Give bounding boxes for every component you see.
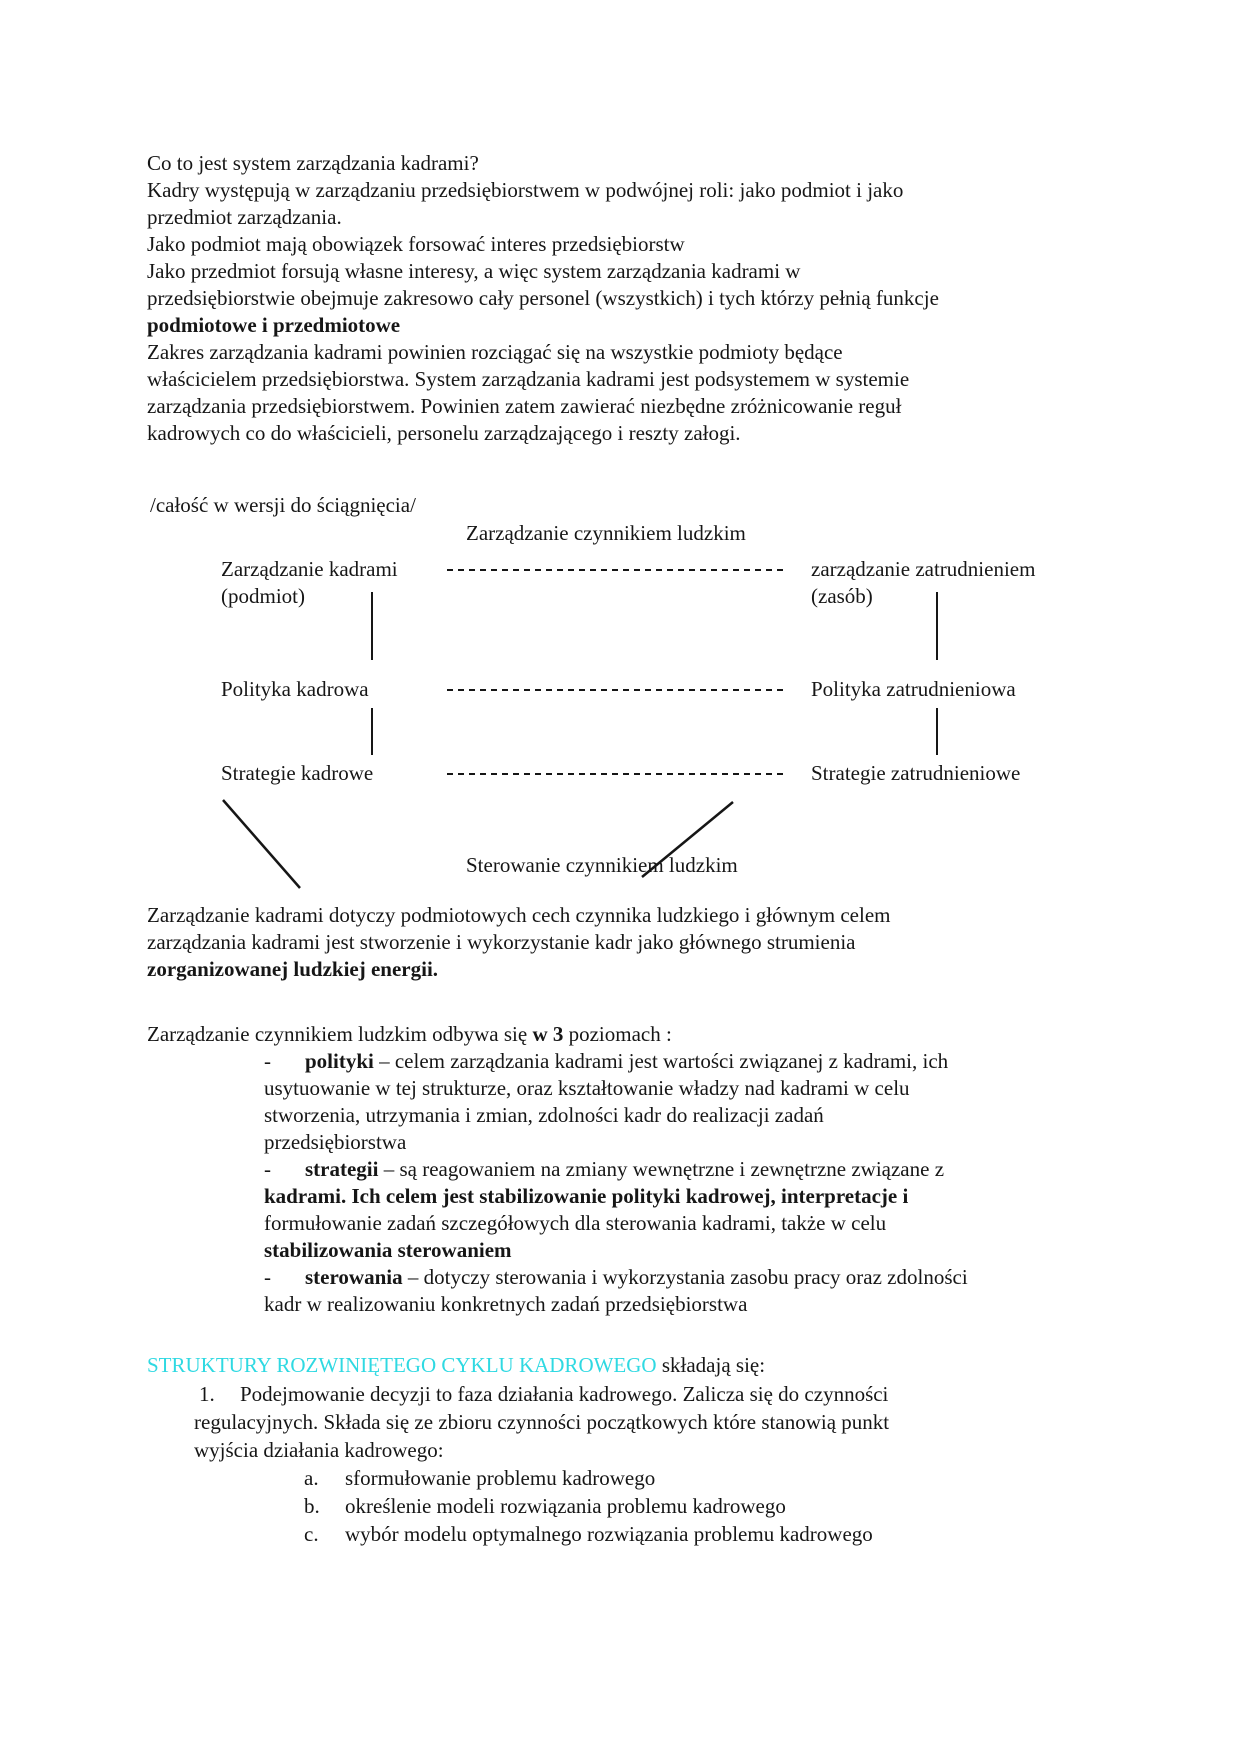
lettered-item-b — [304, 1493, 786, 1519]
number-marker: 1. — [199, 1382, 215, 1406]
intro-line: przedmiot zarządzania. — [147, 205, 342, 229]
bullet-keyword: sterowania — [305, 1265, 403, 1289]
bullet-cont-line: usytuowanie w tej strukturze, oraz kształtowanie władzy nad kadrami w celu — [264, 1076, 910, 1100]
letter-marker: c. — [304, 1522, 319, 1546]
struktury-heading-cyan: STRUKTURY ROZWINIĘTEGO CYKLU KADROWEGO — [147, 1353, 657, 1377]
bullet-text: – dotyczy sterowania i wykorzystania zasobu pracy oraz zdolności — [402, 1265, 968, 1289]
diagram-label-sterowanie: Sterowanie czynnikiem ludzkim — [466, 853, 738, 877]
diagonal-link-left — [223, 800, 300, 888]
intro-line: Co to jest system zarządzania kadrami? — [147, 151, 479, 175]
bullet-cont-line: kadr w realizowaniu konkretnych zadań przedsiębiorstwa — [264, 1292, 748, 1316]
diagram-label-podmiot: (podmiot) — [221, 584, 305, 608]
bullet-cont-line-bold: kadrami. Ich celem jest stabilizowanie polityki kadrowej, interpretacje i — [264, 1184, 909, 1208]
diagram-label-kadry: Zarządzanie kadrami — [221, 557, 398, 581]
bullet-item-sterowania — [264, 1264, 968, 1290]
lettered-item-a — [304, 1465, 655, 1491]
diagram-label-strategie-kadrowe: Strategie kadrowe — [221, 761, 374, 785]
intro-line: Zakres zarządzania kadrami powinien rozciągać się na wszystkie podmioty będące — [147, 340, 843, 364]
struktury-heading — [147, 1352, 765, 1378]
bullet-marker: - — [264, 1049, 271, 1073]
bullet-keyword: strategii — [305, 1157, 379, 1181]
bullet-item-strategii — [264, 1156, 944, 1182]
lettered-item-text: określenie modeli rozwiązania problemu kadrowego — [345, 1494, 786, 1518]
para2-line: Zarządzanie kadrami dotyczy podmiotowych cech czynnika ludzkiego i głównym celem — [147, 903, 891, 927]
lettered-item-text: wybór modelu optymalnego rozwiązania problemu kadrowego — [345, 1522, 873, 1546]
diagram-label-zatrudnienie: zarządzanie zatrudnieniem — [811, 557, 1036, 581]
bullet-text: – celem zarządzania kadrami jest wartości związanej z kadrami, ich — [373, 1049, 949, 1073]
intro-line: Kadry występują w zarządzaniu przedsiębiorstwem w podwójnej roli: jako podmiot i jako — [147, 178, 904, 202]
diagram-label-polityka-zatrudnieniowa: Polityka zatrudnieniowa — [811, 677, 1016, 701]
intro-line-bold: podmiotowe i przedmiotowe — [147, 313, 401, 337]
bullet-cont-line: stworzenia, utrzymania i zmian, zdolności kadr do realizacji zadań — [264, 1103, 824, 1127]
intro-line: przedsiębiorstwie obejmuje zakresowo cały personel (wszystkich) i tych którzy pełnią funkcje — [147, 286, 939, 310]
bullet-marker: - — [264, 1157, 271, 1181]
numbered-item-cont: wyjścia działania kadrowego: — [194, 1438, 444, 1462]
letter-marker: a. — [304, 1466, 319, 1490]
bullet-item-polityki — [264, 1048, 948, 1074]
levels-intro-post: poziomach : — [563, 1022, 672, 1046]
diagram-title: Zarządzanie czynnikiem ludzkim — [466, 521, 746, 545]
bullet-text: – są reagowaniem na zmiany wewnętrzne i zewnętrzne związane z — [378, 1157, 945, 1181]
intro-line: Jako przedmiot forsują własne interesy, a więc system zarządzania kadrami w — [147, 259, 801, 283]
numbered-item-text: Podejmowanie decyzji to faza działania kadrowego. Zalicza się do czynności — [240, 1382, 889, 1406]
levels-intro-bold: w 3 — [532, 1022, 564, 1046]
levels-intro-pre: Zarządzanie czynnikiem ludzkim odbywa się — [147, 1022, 533, 1046]
levels-intro — [147, 1021, 672, 1047]
para2-line-bold: zorganizowanej ludzkiej energii. — [147, 957, 439, 981]
bullet-cont-line: formułowanie zadań szczegółowych dla sterowania kadrami, także w celu — [264, 1211, 887, 1235]
intro-line: zarządzania przedsiębiorstwem. Powinien zatem zawierać niezbędne zróżnicowanie reguł — [147, 394, 902, 418]
lettered-item-c — [304, 1521, 873, 1547]
numbered-item-1 — [199, 1381, 888, 1407]
bullet-cont-line-bold: stabilizowania sterowaniem — [264, 1238, 512, 1262]
letter-marker: b. — [304, 1494, 320, 1518]
intro-line: Jako podmiot mają obowiązek forsować interes przedsiębiorstw — [147, 232, 685, 256]
bullet-keyword: polityki — [305, 1049, 374, 1073]
lettered-item-text: sformułowanie problemu kadrowego — [345, 1466, 656, 1490]
struktury-heading-rest: składają się: — [656, 1353, 766, 1377]
para2-line: zarządzania kadrami jest stworzenie i wykorzystanie kadr jako głównego strumienia — [147, 930, 856, 954]
intro-line: kadrowych co do właścicieli, personelu zarządzającego i reszty załogi. — [147, 421, 741, 445]
download-note: /całość w wersji do ściągnięcia/ — [150, 493, 416, 517]
bullet-marker: - — [264, 1265, 271, 1289]
diagram-label-polityka-kadrowa: Polityka kadrowa — [221, 677, 369, 701]
diagram-label-zasob: (zasób) — [811, 584, 873, 608]
diagram-label-strategie-zatrudnieniowe: Strategie zatrudnieniowe — [811, 761, 1021, 785]
numbered-item-cont: regulacyjnych. Składa się ze zbioru czynności początkowych które stanowią punkt — [194, 1410, 890, 1434]
intro-line: właścicielem przedsiębiorstwa. System zarządzania kadrami jest podsystemem w systemie — [147, 367, 910, 391]
bullet-cont-line: przedsiębiorstwa — [264, 1130, 407, 1154]
